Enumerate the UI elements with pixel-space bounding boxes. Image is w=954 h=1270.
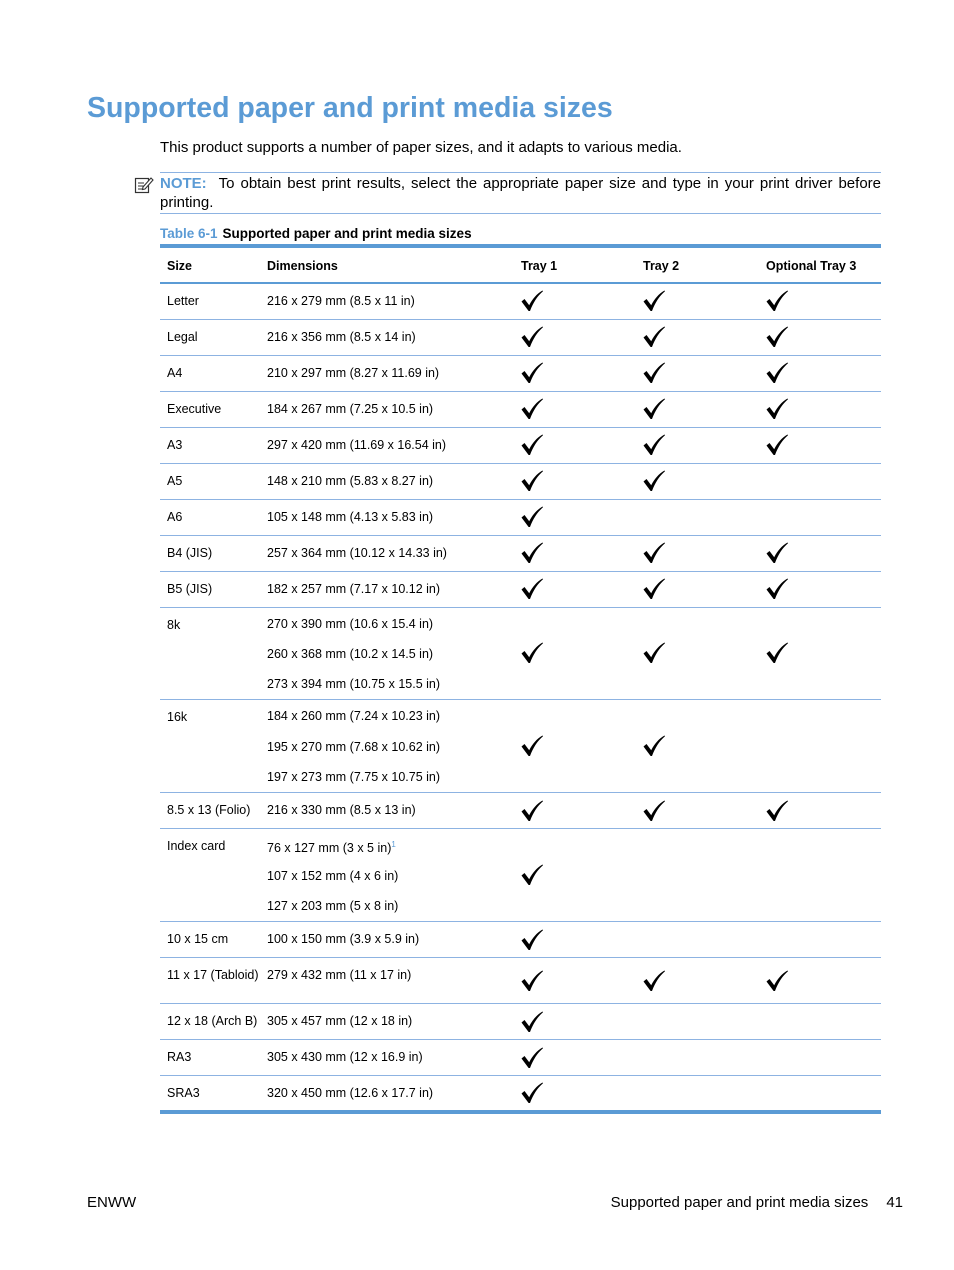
size-cell: A4 bbox=[160, 355, 260, 391]
tray3-cell bbox=[759, 283, 881, 319]
dimension-text: 182 x 257 mm (7.17 x 10.12 in) bbox=[267, 581, 441, 596]
size-cell: B4 (JIS) bbox=[160, 535, 260, 571]
dimension-line bbox=[267, 366, 514, 381]
checkmark-icon bbox=[765, 541, 789, 565]
dimension-text: 210 x 297 mm (8.27 x 11.69 in) bbox=[267, 365, 440, 380]
table-row bbox=[160, 829, 881, 922]
dimensions-cell bbox=[260, 535, 514, 571]
dimension-line bbox=[267, 639, 514, 669]
tray1-cell bbox=[514, 535, 636, 571]
table-row bbox=[160, 607, 881, 700]
dimension-line bbox=[267, 830, 514, 860]
tray1-cell bbox=[514, 1004, 636, 1040]
checkmark-icon bbox=[642, 325, 666, 349]
dimensions-cell bbox=[260, 427, 514, 463]
table-row bbox=[160, 700, 881, 793]
checkmark-icon bbox=[520, 928, 544, 952]
header-tray-1: Tray 1 bbox=[514, 246, 636, 283]
footnote-ref[interactable]: 1 bbox=[391, 840, 396, 850]
tray2-cell bbox=[636, 829, 759, 922]
dimension-text: 107 x 152 mm (4 x 6 in) bbox=[267, 868, 399, 883]
tray3-cell bbox=[759, 571, 881, 607]
checkmark-icon bbox=[642, 361, 666, 385]
dimension-text: 216 x 330 mm (8.5 x 13 in) bbox=[267, 803, 416, 818]
tray1-cell bbox=[514, 958, 636, 1004]
tray2-cell bbox=[636, 607, 759, 700]
size-cell: A5 bbox=[160, 463, 260, 499]
page-title: Supported paper and print media sizes bbox=[87, 92, 613, 124]
checkmark-icon bbox=[642, 433, 666, 457]
checkmark-icon bbox=[520, 577, 544, 601]
dimension-text: 184 x 267 mm (7.25 x 10.5 in) bbox=[267, 401, 434, 416]
tray2-cell bbox=[636, 793, 759, 829]
dimension-text: 76 x 127 mm (3 x 5 in) bbox=[267, 841, 392, 856]
size-cell: 8k bbox=[160, 607, 260, 700]
table-caption bbox=[160, 226, 472, 241]
checkmark-icon bbox=[642, 969, 666, 993]
dimension-text: 148 x 210 mm (5.83 x 8.27 in) bbox=[267, 473, 434, 488]
header-optional-tray-3: Optional Tray 3 bbox=[759, 246, 881, 283]
dimension-text: 100 x 150 mm (3.9 x 5.9 in) bbox=[267, 932, 420, 947]
tray1-cell bbox=[514, 571, 636, 607]
tray2-cell bbox=[636, 1040, 759, 1076]
table-caption-number: Table 6-1 bbox=[160, 226, 218, 241]
dimension-text: 216 x 356 mm (8.5 x 14 in) bbox=[267, 329, 416, 344]
checkmark-icon bbox=[642, 541, 666, 565]
dimension-text: 197 x 273 mm (7.75 x 10.75 in) bbox=[267, 769, 441, 784]
tray2-cell bbox=[636, 427, 759, 463]
size-cell: 11 x 17 (Tabloid) bbox=[160, 958, 260, 1004]
dimensions-cell bbox=[260, 283, 514, 319]
tray2-cell bbox=[636, 1076, 759, 1112]
tray2-cell bbox=[636, 463, 759, 499]
dimension-line bbox=[267, 1050, 514, 1065]
checkmark-icon bbox=[642, 289, 666, 313]
checkmark-icon bbox=[520, 361, 544, 385]
dimension-text: 297 x 420 mm (11.69 x 16.54 in) bbox=[267, 437, 447, 452]
tray2-cell bbox=[636, 922, 759, 958]
footer-right bbox=[611, 1194, 903, 1211]
dimensions-cell bbox=[260, 829, 514, 922]
tray3-cell bbox=[759, 793, 881, 829]
dimension-text: 257 x 364 mm (10.12 x 14.33 in) bbox=[267, 545, 447, 560]
note-body: To obtain best print results, select the appropriate paper size and type in your print driver before printing. bbox=[160, 175, 881, 211]
checkmark-icon bbox=[642, 397, 666, 421]
tray2-cell bbox=[636, 571, 759, 607]
size-cell: RA3 bbox=[160, 1040, 260, 1076]
tray2-cell bbox=[636, 355, 759, 391]
table-row bbox=[160, 535, 881, 571]
dimension-line bbox=[267, 438, 514, 453]
dimension-line bbox=[267, 701, 514, 731]
checkmark-icon bbox=[520, 325, 544, 349]
checkmark-icon bbox=[520, 433, 544, 457]
size-cell: Index card bbox=[160, 829, 260, 922]
dimension-line bbox=[267, 762, 514, 792]
checkmark-icon bbox=[642, 577, 666, 601]
size-cell: B5 (JIS) bbox=[160, 571, 260, 607]
table-row bbox=[160, 958, 881, 1004]
tray3-cell bbox=[759, 427, 881, 463]
dimension-line bbox=[267, 669, 514, 699]
checkmark-icon bbox=[765, 361, 789, 385]
intro-paragraph: This product supports a number of paper sizes, and it adapts to various media. bbox=[160, 139, 682, 156]
size-cell: A6 bbox=[160, 499, 260, 535]
tray2-cell bbox=[636, 700, 759, 793]
checkmark-icon bbox=[520, 969, 544, 993]
note-box bbox=[160, 172, 881, 214]
table-header-row bbox=[160, 246, 881, 283]
paper-sizes-table bbox=[160, 244, 881, 1114]
table-row bbox=[160, 571, 881, 607]
tray3-cell bbox=[759, 391, 881, 427]
checkmark-icon bbox=[520, 1046, 544, 1070]
table-row bbox=[160, 1076, 881, 1112]
dimension-text: 216 x 279 mm (8.5 x 11 in) bbox=[267, 294, 415, 308]
table-caption-title: Supported paper and print media sizes bbox=[222, 226, 472, 241]
header-tray-2: Tray 2 bbox=[636, 246, 759, 283]
dimensions-cell bbox=[260, 1040, 514, 1076]
tray1-cell bbox=[514, 319, 636, 355]
dimension-text: 260 x 368 mm (10.2 x 14.5 in) bbox=[267, 646, 434, 661]
tray2-cell bbox=[636, 535, 759, 571]
tray2-cell bbox=[636, 499, 759, 535]
tray1-cell bbox=[514, 793, 636, 829]
table-row bbox=[160, 1040, 881, 1076]
dimensions-cell bbox=[260, 922, 514, 958]
tray1-cell bbox=[514, 355, 636, 391]
checkmark-icon bbox=[765, 641, 789, 665]
dimension-text: 320 x 450 mm (12.6 x 17.7 in) bbox=[267, 1086, 434, 1101]
dimension-line bbox=[267, 1086, 514, 1101]
table-row bbox=[160, 793, 881, 829]
dimension-line bbox=[267, 546, 514, 561]
tray3-cell bbox=[759, 700, 881, 793]
size-cell: SRA3 bbox=[160, 1076, 260, 1112]
size-cell: Letter bbox=[160, 283, 260, 319]
tray3-cell bbox=[759, 829, 881, 922]
footer-left: ENWW bbox=[87, 1194, 137, 1211]
table-row bbox=[160, 283, 881, 319]
dimensions-cell bbox=[260, 391, 514, 427]
dimensions-cell bbox=[260, 700, 514, 793]
checkmark-icon bbox=[520, 641, 544, 665]
table-row bbox=[160, 499, 881, 535]
tray2-cell bbox=[636, 283, 759, 319]
checkmark-icon bbox=[642, 469, 666, 493]
checkmark-icon bbox=[520, 397, 544, 421]
dimension-line bbox=[267, 510, 514, 525]
checkmark-icon bbox=[520, 1010, 544, 1034]
checkmark-icon bbox=[642, 734, 666, 758]
tray3-cell bbox=[759, 922, 881, 958]
dimension-line bbox=[267, 294, 514, 309]
tray3-cell bbox=[759, 607, 881, 700]
checkmark-icon bbox=[520, 505, 544, 529]
tray1-cell bbox=[514, 283, 636, 319]
dimension-line bbox=[267, 932, 514, 947]
checkmark-icon bbox=[520, 1081, 544, 1105]
header-size: Size bbox=[160, 246, 260, 283]
checkmark-icon bbox=[765, 397, 789, 421]
page-number: 41 bbox=[886, 1194, 903, 1211]
checkmark-icon bbox=[642, 641, 666, 665]
dimension-line bbox=[267, 402, 514, 417]
tray3-cell bbox=[759, 499, 881, 535]
dimension-text: 305 x 430 mm (12 x 16.9 in) bbox=[267, 1050, 423, 1065]
checkmark-icon bbox=[520, 799, 544, 823]
dimensions-cell bbox=[260, 1076, 514, 1112]
note-label: NOTE: bbox=[160, 175, 207, 192]
dimension-line bbox=[267, 1014, 514, 1029]
tray1-cell bbox=[514, 1040, 636, 1076]
dimension-text: 279 x 432 mm (11 x 17 in) bbox=[267, 968, 412, 983]
dimension-text: 127 x 203 mm (5 x 8 in) bbox=[267, 898, 399, 913]
checkmark-icon bbox=[520, 469, 544, 493]
dimensions-cell bbox=[260, 607, 514, 700]
footer-section-title: Supported paper and print media sizes bbox=[610, 1194, 869, 1211]
tray3-cell bbox=[759, 958, 881, 1004]
dimension-text: 305 x 457 mm (12 x 18 in) bbox=[267, 1014, 413, 1029]
checkmark-icon bbox=[765, 969, 789, 993]
tray1-cell bbox=[514, 499, 636, 535]
dimension-line bbox=[267, 891, 514, 921]
dimensions-cell bbox=[260, 319, 514, 355]
checkmark-icon bbox=[520, 734, 544, 758]
table-row bbox=[160, 319, 881, 355]
dimension-text: 105 x 148 mm (4.13 x 5.83 in) bbox=[267, 509, 434, 524]
checkmark-icon bbox=[765, 289, 789, 313]
dimension-line bbox=[267, 732, 514, 762]
table-row bbox=[160, 427, 881, 463]
table-row bbox=[160, 391, 881, 427]
tray3-cell bbox=[759, 463, 881, 499]
checkmark-icon bbox=[642, 799, 666, 823]
table-row bbox=[160, 355, 881, 391]
checkmark-icon bbox=[765, 577, 789, 601]
checkmark-icon bbox=[765, 325, 789, 349]
tray2-cell bbox=[636, 319, 759, 355]
dimensions-cell bbox=[260, 499, 514, 535]
size-cell: A3 bbox=[160, 427, 260, 463]
table-row bbox=[160, 463, 881, 499]
checkmark-icon bbox=[520, 863, 544, 887]
dimension-line bbox=[267, 609, 514, 639]
table-row bbox=[160, 922, 881, 958]
size-cell: 10 x 15 cm bbox=[160, 922, 260, 958]
note-pencil-icon bbox=[134, 175, 154, 195]
tray3-cell bbox=[759, 355, 881, 391]
checkmark-icon bbox=[765, 799, 789, 823]
header-dimensions: Dimensions bbox=[260, 246, 514, 283]
tray3-cell bbox=[759, 1004, 881, 1040]
tray2-cell bbox=[636, 958, 759, 1004]
checkmark-icon bbox=[520, 289, 544, 313]
tray2-cell bbox=[636, 1004, 759, 1040]
tray3-cell bbox=[759, 1076, 881, 1112]
size-cell: 16k bbox=[160, 700, 260, 793]
tray2-cell bbox=[636, 391, 759, 427]
dimensions-cell bbox=[260, 958, 514, 1004]
note-text bbox=[160, 174, 881, 212]
dimension-text: 270 x 390 mm (10.6 x 15.4 in) bbox=[267, 616, 434, 631]
table-row bbox=[160, 1004, 881, 1040]
dimension-line bbox=[267, 968, 514, 983]
size-cell: 8.5 x 13 (Folio) bbox=[160, 793, 260, 829]
checkmark-icon bbox=[765, 433, 789, 457]
tray3-cell bbox=[759, 535, 881, 571]
dimension-line bbox=[267, 861, 514, 891]
size-cell: Legal bbox=[160, 319, 260, 355]
dimension-line bbox=[267, 330, 514, 345]
dimensions-cell bbox=[260, 463, 514, 499]
size-cell: 12 x 18 (Arch B) bbox=[160, 1004, 260, 1040]
tray3-cell bbox=[759, 1040, 881, 1076]
dimension-line bbox=[267, 582, 514, 597]
dimension-text: 184 x 260 mm (7.24 x 10.23 in) bbox=[267, 709, 441, 724]
tray1-cell bbox=[514, 922, 636, 958]
dimension-text: 273 x 394 mm (10.75 x 15.5 in) bbox=[267, 677, 441, 692]
checkmark-icon bbox=[520, 541, 544, 565]
dimension-text: 195 x 270 mm (7.68 x 10.62 in) bbox=[267, 739, 441, 754]
dimensions-cell bbox=[260, 793, 514, 829]
dimension-line bbox=[267, 803, 514, 818]
tray1-cell bbox=[514, 427, 636, 463]
dimension-line bbox=[267, 474, 514, 489]
tray1-cell bbox=[514, 463, 636, 499]
tray1-cell bbox=[514, 829, 636, 922]
tray1-cell bbox=[514, 607, 636, 700]
tray3-cell bbox=[759, 319, 881, 355]
size-cell: Executive bbox=[160, 391, 260, 427]
dimensions-cell bbox=[260, 355, 514, 391]
dimensions-cell bbox=[260, 1004, 514, 1040]
dimensions-cell bbox=[260, 571, 514, 607]
tray1-cell bbox=[514, 391, 636, 427]
tray1-cell bbox=[514, 700, 636, 793]
tray1-cell bbox=[514, 1076, 636, 1112]
